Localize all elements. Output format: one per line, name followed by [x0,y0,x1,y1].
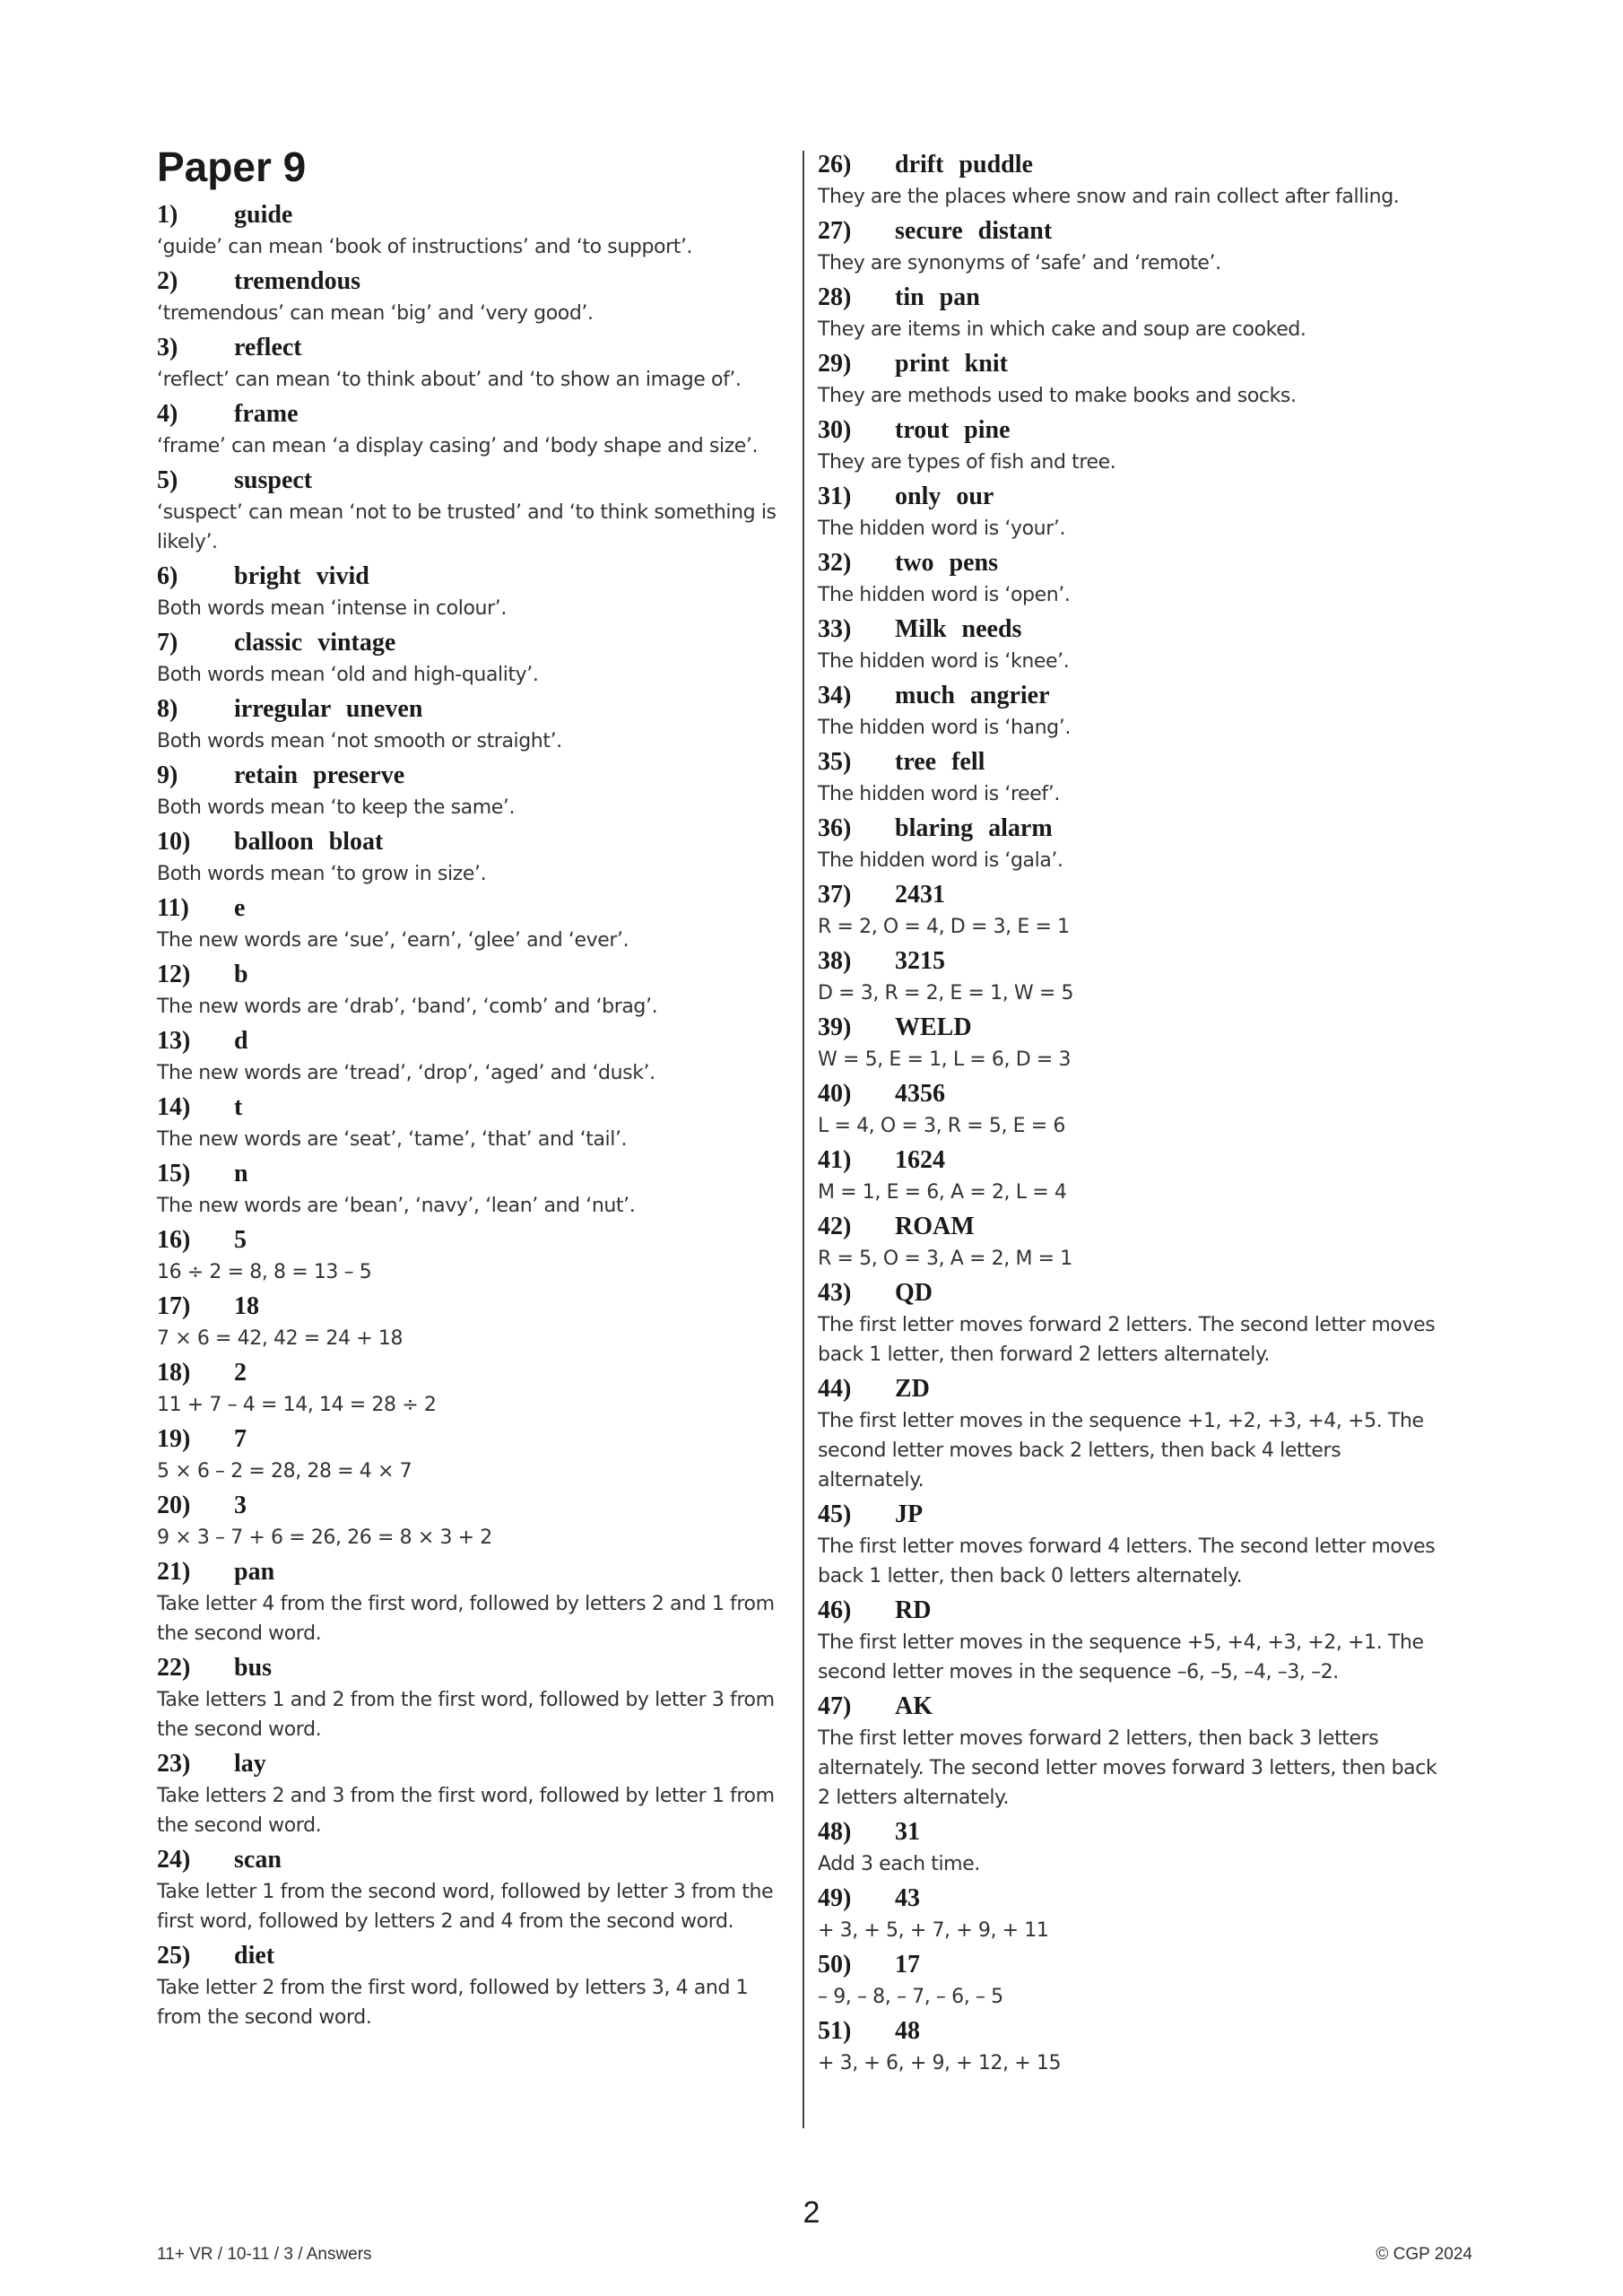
answer-item [157,760,785,822]
answer-text: 43 [895,1884,920,1912]
answer-text: two pens [895,549,999,577]
answer-heading [157,693,785,726]
answer-text: balloon bloat [234,828,384,856]
question-number: 7) [157,629,178,657]
answer-item [157,1490,785,1552]
answer-heading [157,1423,785,1456]
answer-item [818,1277,1445,1370]
question-number: 36) [818,814,852,842]
answer-explanation: Both words mean ‘to keep the same’. [157,796,516,819]
answer-item [818,348,1445,411]
question-number: 41) [818,1146,852,1174]
question-number: 18) [157,1359,191,1387]
answer-explanation: Take letters 1 and 2 from the first word, followed by letter 3 from the second word. [157,1689,775,1741]
answer-text: 4356 [895,1080,945,1108]
answer-heading [818,746,1445,778]
answer-item [818,1211,1445,1274]
question-number: 30) [818,416,852,444]
question-number: 50) [818,1951,852,1979]
answer-heading [818,1144,1445,1177]
question-number: 28) [818,283,852,311]
answer-text: secure distant [895,217,1053,245]
question-number: 10) [157,828,191,856]
question-number: 8) [157,695,178,723]
answer-explanation: W = 5, E = 1, L = 6, D = 3 [818,1048,1072,1071]
question-number: 22) [157,1654,191,1682]
answer-heading [157,1556,785,1588]
answer-item [157,398,785,461]
question-number: 1) [157,201,178,229]
answer-heading [818,1078,1445,1110]
question-number: 46) [818,1596,852,1624]
answer-heading [157,1844,785,1876]
answer-item [157,1652,785,1744]
answer-heading [818,414,1445,447]
answer-heading [818,1816,1445,1848]
answer-explanation: 5 × 6 – 2 = 28, 28 = 4 × 7 [157,1460,412,1483]
answer-text: b [234,961,248,988]
answer-explanation: Both words mean ‘intense in colour’. [157,597,507,620]
answer-explanation: + 3, + 6, + 9, + 12, + 15 [818,2052,1062,2074]
answer-text: classic vintage [234,629,396,657]
answer-text: 2431 [895,881,945,909]
answer-text: WELD [895,1013,972,1041]
question-number: 4) [157,400,178,428]
answer-heading [157,465,785,497]
answer-item [157,892,785,955]
answer-heading [818,1373,1445,1405]
answer-heading [157,1291,785,1323]
question-number: 5) [157,466,178,494]
answer-explanation: The hidden word is ‘open’. [818,584,1071,606]
footer-copyright: © CGP 2024 [1376,2245,1472,2264]
answer-item [818,1078,1445,1141]
answer-text: JP [895,1500,924,1528]
answer-heading [818,1012,1445,1044]
question-number: 13) [157,1027,191,1055]
answer-text: print knit [895,350,1008,378]
answer-heading [818,1499,1445,1531]
answer-item [818,149,1445,212]
question-number: 20) [157,1492,191,1519]
answer-item [157,1291,785,1353]
answer-item [818,2015,1445,2078]
answer-explanation: Both words mean ‘not smooth or straight’. [157,730,562,752]
answer-text: QD [895,1279,933,1307]
answer-heading [818,149,1445,181]
question-number: 38) [818,947,852,975]
answer-explanation: R = 5, O = 3, A = 2, M = 1 [818,1248,1072,1270]
answer-explanation: The hidden word is ‘hang’. [818,717,1071,739]
answer-item [157,826,785,889]
answer-explanation: D = 3, R = 2, E = 1, W = 5 [818,982,1074,1004]
answer-item [818,1691,1445,1813]
answer-explanation: They are types of fish and tree. [818,451,1116,474]
answer-explanation: 16 ÷ 2 = 8, 8 = 13 – 5 [157,1261,372,1283]
answer-text: retain preserve [234,761,405,789]
answer-explanation: ‘reflect’ can mean ‘to think about’ and ‘to show an image of’. [157,369,742,391]
answer-explanation: The hidden word is ‘your’. [818,517,1066,540]
answer-heading [818,348,1445,380]
answer-item [818,613,1445,676]
answer-heading [157,1652,785,1684]
answer-text: 1624 [895,1146,945,1174]
answer-explanation: L = 4, O = 3, R = 5, E = 6 [818,1115,1065,1137]
answer-text: 2 [234,1359,247,1387]
answer-heading [818,1595,1445,1627]
question-number: 11) [157,894,189,922]
answer-item [818,1949,1445,2012]
question-number: 12) [157,961,191,988]
answer-explanation: Take letter 2 from the first word, followed by letters 3, 4 and 1 from the second word. [157,1977,749,2029]
answer-text: blaring alarm [895,814,1053,842]
question-number: 48) [818,1818,852,1846]
answer-text: only our [895,483,994,510]
answer-text: bright vivid [234,562,369,590]
answer-item [157,627,785,690]
answer-text: suspect [234,466,313,494]
question-number: 42) [818,1213,852,1240]
answer-heading [157,892,785,925]
answer-item [157,1357,785,1420]
question-number: 25) [157,1942,191,1970]
answer-heading [157,561,785,593]
answer-explanation: Take letter 1 from the second word, followed by letter 3 from the first word, followed by letters 2 and 4 from the second word. [157,1881,774,1933]
answer-item [157,561,785,623]
answer-text: irregular uneven [234,695,423,723]
answer-item [157,1025,785,1088]
answer-item [157,1748,785,1840]
answer-explanation: The first letter moves in the sequence +1, +2, +3, +4, +5. The second letter moves back 2 letters, then back 4 letters alternately. [818,1410,1424,1492]
answer-heading [157,332,785,364]
answer-explanation: M = 1, E = 6, A = 2, L = 4 [818,1181,1067,1204]
answer-item [157,959,785,1022]
answer-item [818,945,1445,1008]
answer-explanation: R = 2, O = 4, D = 3, E = 1 [818,916,1070,938]
answer-explanation: The first letter moves in the sequence +5, +4, +3, +2, +1. The second letter moves in the sequence –6, –5, –4, –3, –2. [818,1631,1424,1683]
answer-text: lay [234,1750,266,1778]
answer-explanation: They are items in which cake and soup are cooked. [818,318,1306,341]
question-number: 43) [818,1279,852,1307]
answer-explanation: Both words mean ‘to grow in size’. [157,863,487,885]
answer-item [157,199,785,262]
answer-heading [818,1211,1445,1243]
question-number: 19) [157,1425,191,1453]
answer-explanation: The first letter moves forward 4 letters. The second letter moves back 1 letter, then back 0 letters alternately. [818,1535,1436,1587]
column-divider [803,151,804,2128]
answer-heading [157,1357,785,1389]
answer-item [157,1940,785,2032]
answer-explanation: The hidden word is ‘knee’. [818,650,1070,673]
answer-explanation: They are the places where snow and rain collect after falling. [818,186,1400,208]
answer-text: 7 [234,1425,247,1453]
answer-heading [157,1091,785,1124]
answer-explanation: – 9, – 8, – 7, – 6, – 5 [818,1986,1003,2008]
answer-item [157,332,785,395]
answer-explanation: The new words are ‘bean’, ‘navy’, ‘lean’ and ‘nut’. [157,1195,636,1217]
answer-item [818,1144,1445,1207]
answer-explanation: ‘suspect’ can mean ‘not to be trusted’ and ‘to think something is likely’. [157,501,777,553]
answer-heading [157,398,785,430]
answer-explanation: The hidden word is ‘gala’. [818,849,1063,872]
answer-item [818,813,1445,875]
question-number: 40) [818,1080,852,1108]
answer-heading [818,481,1445,513]
answer-item [818,746,1445,809]
answer-heading [818,613,1445,646]
answer-item [818,1816,1445,1879]
answer-text: ZD [895,1375,930,1403]
answer-explanation: 9 × 3 – 7 + 6 = 26, 26 = 8 × 3 + 2 [157,1526,492,1549]
answer-heading [818,215,1445,248]
answer-text: RD [895,1596,932,1624]
question-number: 16) [157,1226,191,1254]
answer-heading [818,945,1445,978]
answer-text: 48 [895,2017,920,2045]
answer-text: 17 [895,1951,920,1979]
question-number: 33) [818,615,852,643]
answer-heading [818,2015,1445,2048]
answer-text: tree fell [895,748,985,776]
answer-text: guide [234,201,293,229]
answer-heading [818,879,1445,911]
answer-text: frame [234,400,299,428]
question-number: 24) [157,1846,191,1874]
question-number: 44) [818,1375,852,1403]
answer-heading [157,199,785,231]
answer-heading [157,1490,785,1522]
answer-text: AK [895,1692,933,1720]
answer-explanation: The hidden word is ‘reef’. [818,783,1060,805]
question-number: 32) [818,549,852,577]
question-number: 9) [157,761,178,789]
answer-explanation: They are synonyms of ‘safe’ and ‘remote’. [818,252,1221,274]
answer-explanation: The new words are ‘tread’, ‘drop’, ‘aged’ and ‘dusk’. [157,1062,655,1084]
answer-item [157,1556,785,1648]
answer-item [157,465,785,557]
footer-reference: 11+ VR / 10-11 / 3 / Answers [157,2245,372,2264]
answer-item [818,414,1445,477]
answer-explanation: They are methods used to make books and socks. [818,385,1297,407]
question-number: 6) [157,562,178,590]
answer-explanation: The first letter moves forward 2 letters, then back 3 letters alternately. The second letter moves forward 3 letters, then back 2 letters alternately. [818,1727,1437,1809]
answer-heading [818,1691,1445,1723]
answer-heading [157,1748,785,1780]
answer-text: scan [234,1846,282,1874]
answer-heading [157,1158,785,1190]
question-number: 37) [818,881,852,909]
answer-item [818,547,1445,610]
answer-item [818,481,1445,544]
answer-item [818,215,1445,278]
answer-explanation: Add 3 each time. [818,1853,980,1875]
page-title: Paper 9 [157,144,307,190]
answer-item [818,680,1445,743]
answer-text: tremendous [234,267,361,295]
answer-heading [818,1277,1445,1309]
answer-text: diet [234,1942,275,1970]
answer-explanation: 11 + 7 – 4 = 14, 14 = 28 ÷ 2 [157,1394,437,1416]
answer-text: e [234,894,246,922]
answer-explanation: Both words mean ‘old and high-quality’. [157,664,539,686]
question-number: 49) [818,1884,852,1912]
answer-text: pan [234,1558,275,1586]
answer-explanation: + 3, + 5, + 7, + 9, + 11 [818,1919,1049,1942]
answer-text: reflect [234,334,302,361]
answer-text: tin pan [895,283,980,311]
question-number: 26) [818,151,852,178]
answer-heading [157,627,785,659]
right-answer-column [818,149,1445,2082]
question-number: 35) [818,748,852,776]
answer-explanation: The new words are ‘seat’, ‘tame’, ‘that’ and ‘tail’. [157,1128,628,1151]
answer-item [818,1373,1445,1495]
answer-item [157,1091,785,1154]
answer-text: ROAM [895,1213,975,1240]
question-number: 45) [818,1500,852,1528]
answer-heading [818,1883,1445,1915]
answer-text: bus [234,1654,273,1682]
answer-text: 31 [895,1818,920,1846]
left-answer-column [157,199,785,2036]
answer-item [818,1883,1445,1945]
answer-item [818,1499,1445,1591]
question-number: 29) [818,350,852,378]
answer-explanation: ‘guide’ can mean ‘book of instructions’ and ‘to support’. [157,236,693,258]
question-number: 21) [157,1558,191,1586]
answer-item [818,879,1445,942]
question-number: 3) [157,334,178,361]
question-number: 15) [157,1160,191,1187]
answer-text: 3 [234,1492,247,1519]
answer-text: Milk needs [895,615,1022,643]
answer-heading [818,282,1445,314]
question-number: 2) [157,267,178,295]
answer-text: much angrier [895,682,1050,709]
answer-explanation: The new words are ‘sue’, ‘earn’, ‘glee’ and ‘ever’. [157,929,629,952]
answer-text: 3215 [895,947,945,975]
answer-item [157,1158,785,1221]
answer-text: n [234,1160,248,1187]
answer-explanation: Take letter 4 from the first word, followed by letters 2 and 1 from the second word. [157,1593,775,1645]
answer-item [818,1012,1445,1074]
answer-text: 5 [234,1226,247,1254]
answer-item [157,1224,785,1287]
question-number: 47) [818,1692,852,1720]
question-number: 34) [818,682,852,709]
question-number: 23) [157,1750,191,1778]
question-number: 17) [157,1292,191,1320]
answer-item [157,693,785,756]
answer-explanation: ‘frame’ can mean ‘a display casing’ and ‘body shape and size’. [157,435,759,457]
answer-heading [157,760,785,792]
question-number: 39) [818,1013,852,1041]
question-number: 27) [818,217,852,245]
answer-text: 18 [234,1292,259,1320]
answer-item [818,282,1445,344]
page-number: 2 [803,2196,820,2230]
answer-heading [157,265,785,298]
answer-heading [157,1224,785,1257]
answer-heading [157,959,785,991]
answer-heading [818,547,1445,579]
question-number: 51) [818,2017,852,2045]
answer-heading [818,680,1445,712]
answer-heading [157,826,785,858]
question-number: 14) [157,1093,191,1121]
answer-explanation: The new words are ‘drab’, ‘band’, ‘comb’ and ‘brag’. [157,996,658,1018]
answer-text: trout pine [895,416,1011,444]
answer-explanation: The first letter moves forward 2 letters. The second letter moves back 1 letter, then forward 2 letters alternately. [818,1314,1436,1366]
answer-item [157,1423,785,1486]
answer-heading [157,1940,785,1972]
answer-item [818,1595,1445,1687]
answer-explanation: 7 × 6 = 42, 42 = 24 + 18 [157,1327,404,1350]
answer-text: d [234,1027,248,1055]
answer-text: drift puddle [895,151,1033,178]
answer-heading [818,1949,1445,1981]
answer-text: t [234,1093,243,1121]
answer-item [157,265,785,328]
answer-heading [818,813,1445,845]
answer-explanation: ‘tremendous’ can mean ‘big’ and ‘very good’. [157,302,594,325]
answer-explanation: Take letters 2 and 3 from the first word, followed by letter 1 from the second word. [157,1785,775,1837]
answer-heading [157,1025,785,1057]
question-number: 31) [818,483,852,510]
answer-item [157,1844,785,1936]
